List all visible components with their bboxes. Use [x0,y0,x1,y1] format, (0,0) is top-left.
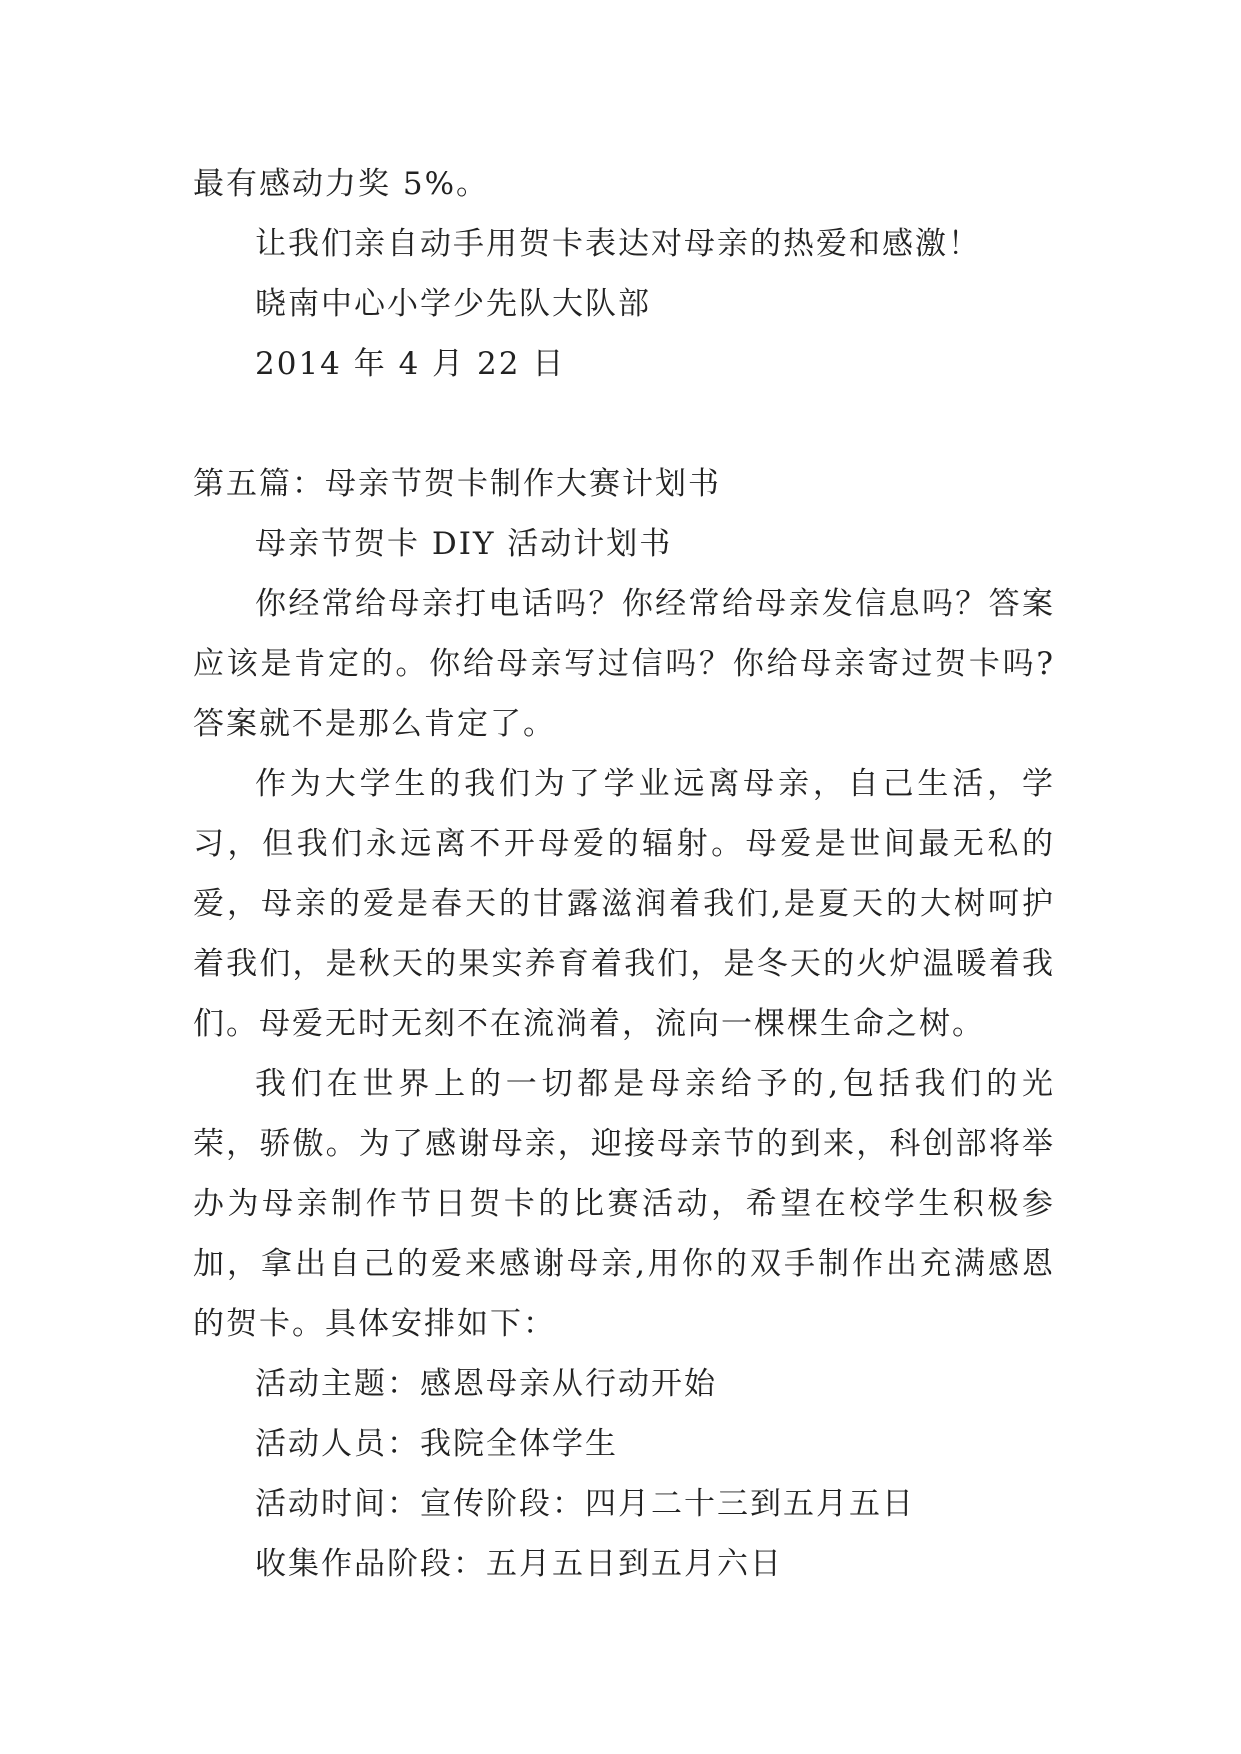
section-subtitle: 母亲节贺卡 DIY 活动计划书 [255,526,673,562]
body-paragraph-3: 我们在世界上的一切都是母亲给予的,包括我们的光荣，骄傲。为了感谢母亲，迎接母亲节的到来，科创部将举办为母亲制作节日贺卡的比赛活动，希望在校学生积极参加，拿出自己的爱来感谢母亲,用你的双手制作出充满感恩的贺卡。具体安排如下： [193,1066,1055,1342]
signature-date: 2014 年 4 月 22 日 [255,346,566,382]
activity-theme: 活动主题：感恩母亲从行动开始 [255,1366,717,1402]
document-body [193,154,1055,1594]
activity-time-promo: 活动时间：宣传阶段：四月二十三到五月五日 [255,1486,915,1522]
award-line: 最有感动力奖 5%。 [193,166,490,202]
body-paragraph-1: 你经常给母亲打电话吗？你经常给母亲发信息吗？答案应该是肯定的。你给母亲写过信吗？你给母亲寄过贺卡吗?答案就不是那么肯定了。 [193,586,1055,742]
organizer-signature: 晓南中心小学少先队大队部 [255,286,651,322]
activity-participants: 活动人员：我院全体学生 [255,1426,618,1462]
call-to-action: 让我们亲自动手用贺卡表达对母亲的热爱和感激！ [255,226,981,262]
section-spacer [193,394,1055,454]
section-heading: 第五篇：母亲节贺卡制作大赛计划书 [193,466,721,502]
activity-time-collect: 收集作品阶段：五月五日到五月六日 [255,1546,783,1582]
body-paragraph-2: 作为大学生的我们为了学业远离母亲，自己生活，学习，但我们永远离不开母爱的辐射。母爱是世间最无私的爱，母亲的爱是春天的甘露滋润着我们,是夏天的大树呵护着我们，是秋天的果实养育着我们，是冬天的火炉温暖着我们。母爱无时无刻不在流淌着，流向一棵棵生命之树。 [193,766,1055,1042]
